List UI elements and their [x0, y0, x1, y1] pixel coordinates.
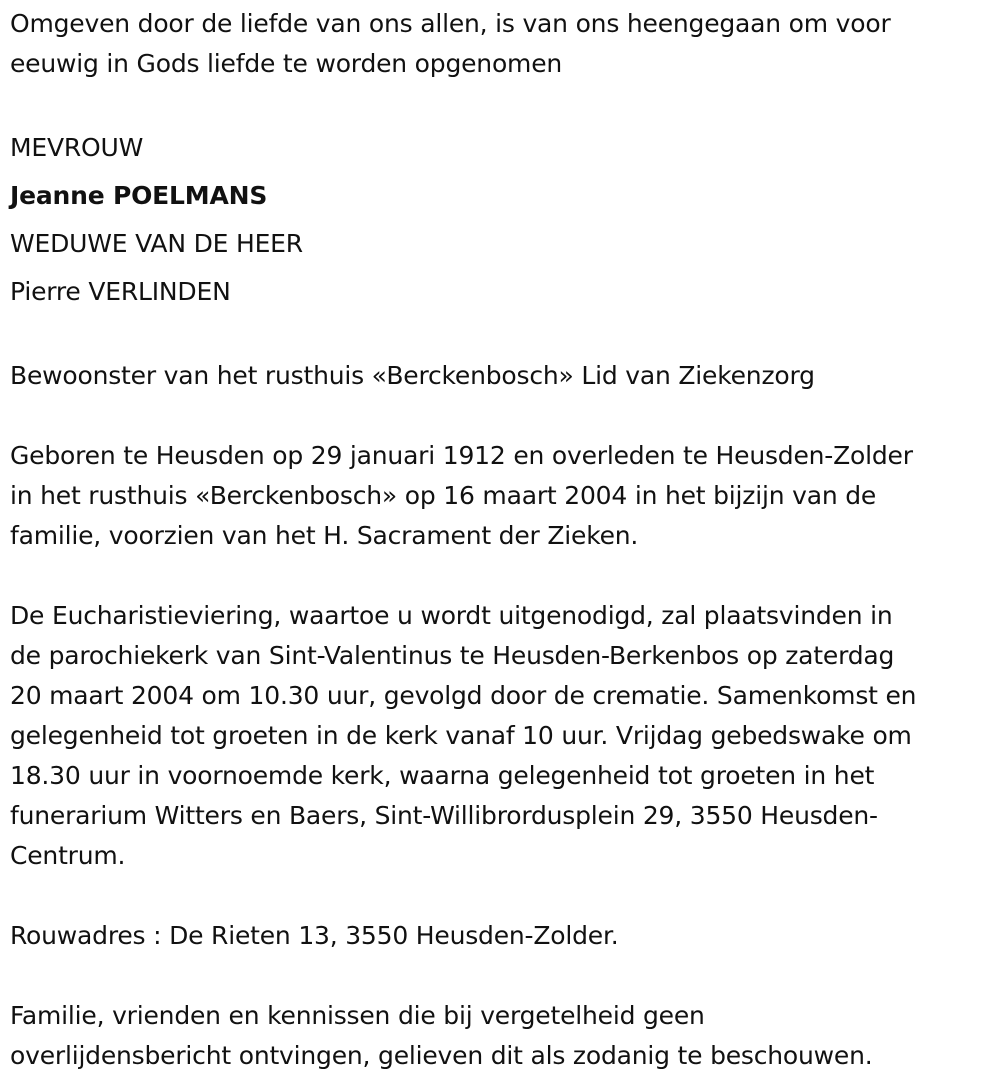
- residence-paragraph: [10, 356, 995, 396]
- service-line: gelegenheid tot groeten in de kerk vanaf 10 uur. Vrijdag gebedswake om: [10, 721, 912, 750]
- birth-death-paragraph: [10, 436, 995, 556]
- honorific: MEVROUW: [10, 133, 144, 162]
- residence-line: Bewoonster van het rusthuis «Berckenbosch» Lid van Ziekenzorg: [10, 361, 815, 390]
- closing-paragraph: [10, 996, 995, 1076]
- deceased-name-block: [10, 124, 995, 316]
- birth-death-line: familie, voorzien van het H. Sacrament der Zieken.: [10, 521, 639, 550]
- intro-line: Omgeven door de liefde van ons allen, is van ons heengegaan om voor: [10, 9, 891, 38]
- service-line: funerarium Witters en Baers, Sint-Willibrordusplein 29, 3550 Heusden-: [10, 801, 878, 830]
- relation-label: WEDUWE VAN DE HEER: [10, 229, 303, 258]
- service-line: 18.30 uur in voornoemde kerk, waarna gelegenheid tot groeten in het: [10, 761, 875, 790]
- mourning-address: Rouwadres : De Rieten 13, 3550 Heusden-Zolder.: [10, 921, 619, 950]
- service-line: Centrum.: [10, 841, 126, 870]
- intro-paragraph: [10, 4, 995, 84]
- obituary-notice: [10, 4, 995, 1076]
- address-paragraph: [10, 916, 995, 956]
- birth-death-line: Geboren te Heusden op 29 januari 1912 en overleden te Heusden-Zolder: [10, 441, 913, 470]
- birth-death-line: in het rusthuis «Berckenbosch» op 16 maart 2004 in het bijzijn van de: [10, 481, 877, 510]
- service-paragraph: [10, 596, 995, 876]
- service-line: De Eucharistieviering, waartoe u wordt uitgenodigd, zal plaatsvinden in: [10, 601, 893, 630]
- service-line: 20 maart 2004 om 10.30 uur, gevolgd door de crematie. Samenkomst en: [10, 681, 917, 710]
- closing-line: Familie, vrienden en kennissen die bij vergetelheid geen: [10, 1001, 705, 1030]
- deceased-name: Jeanne POELMANS: [10, 181, 268, 210]
- service-line: de parochiekerk van Sint-Valentinus te Heusden-Berkenbos op zaterdag: [10, 641, 895, 670]
- spouse-name: Pierre VERLINDEN: [10, 277, 231, 306]
- intro-line: eeuwig in Gods liefde te worden opgenomen: [10, 49, 563, 78]
- closing-line: overlijdensbericht ontvingen, gelieven dit als zodanig te beschouwen.: [10, 1041, 873, 1070]
